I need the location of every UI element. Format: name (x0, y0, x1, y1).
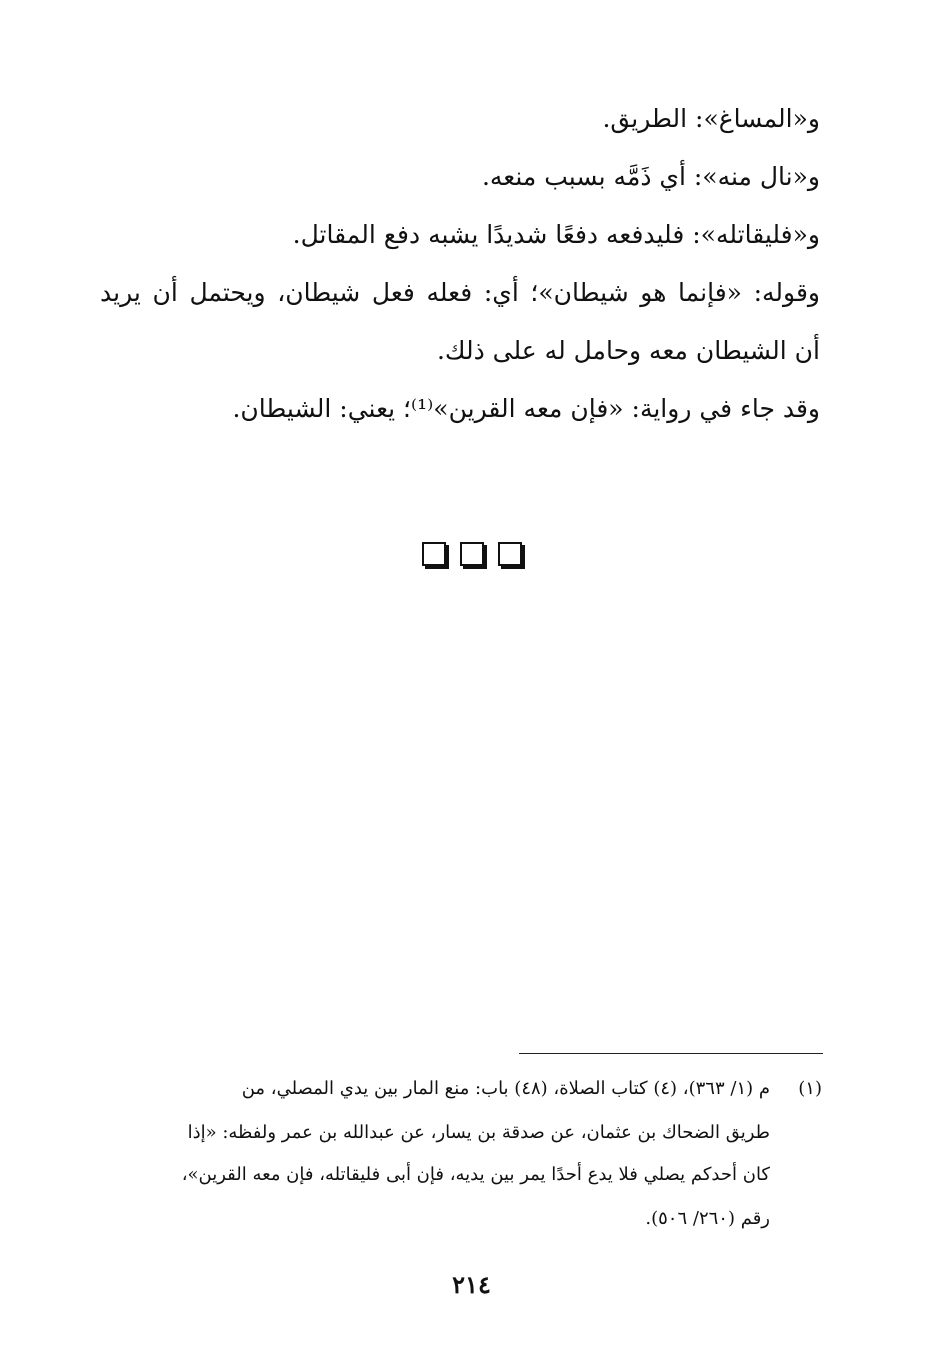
text-line-falyuqatilhu: و«فليقاتله»: فليدفعه دفعًا شديدًا يشبه دفع المقاتل. (292, 220, 820, 249)
text-line-masagh: و«المساغ»: الطريق. (602, 104, 820, 133)
footnote-marker: (١) (798, 1078, 822, 1099)
footnote-line: كان أحدكم يصلي فلا يدع أحدًا يمر بين يديه، فإن أبى فليقاتله، فإن معه القرين»، (181, 1164, 770, 1185)
text-line-shaytan: أن الشيطان معه وحامل له على ذلك. (436, 336, 820, 365)
footnotes (100, 0, 822, 1260)
text-line-qawluhu: وقوله: «فإنما هو شيطان»؛ أي: فعله فعل شيطان، ويحتمل أن يريد (100, 278, 820, 307)
text-line-riwaya: وقد جاء في رواية: «فإن معه القرين»⁽¹⁾؛ يعني: الشيطان. (232, 394, 820, 423)
page-number: ٢١٤ (452, 1270, 491, 1299)
footnote-line: طريق الضحاك بن عثمان، عن صدقة بن يسار، عن عبدالله بن عمر ولفظه: «إذا (187, 1122, 770, 1143)
text-line-nal-minhu: و«نال منه»: أي ذَمَّه بسبب منعه. (481, 162, 820, 191)
footnote-line: م (١/ ٣٦٣)، (٤) كتاب الصلاة، (٤٨) باب: منع المار بين يدي المصلي، من (241, 1078, 770, 1099)
footnote-line: رقم (٢٦٠/ ٥٠٦). (645, 1208, 770, 1229)
